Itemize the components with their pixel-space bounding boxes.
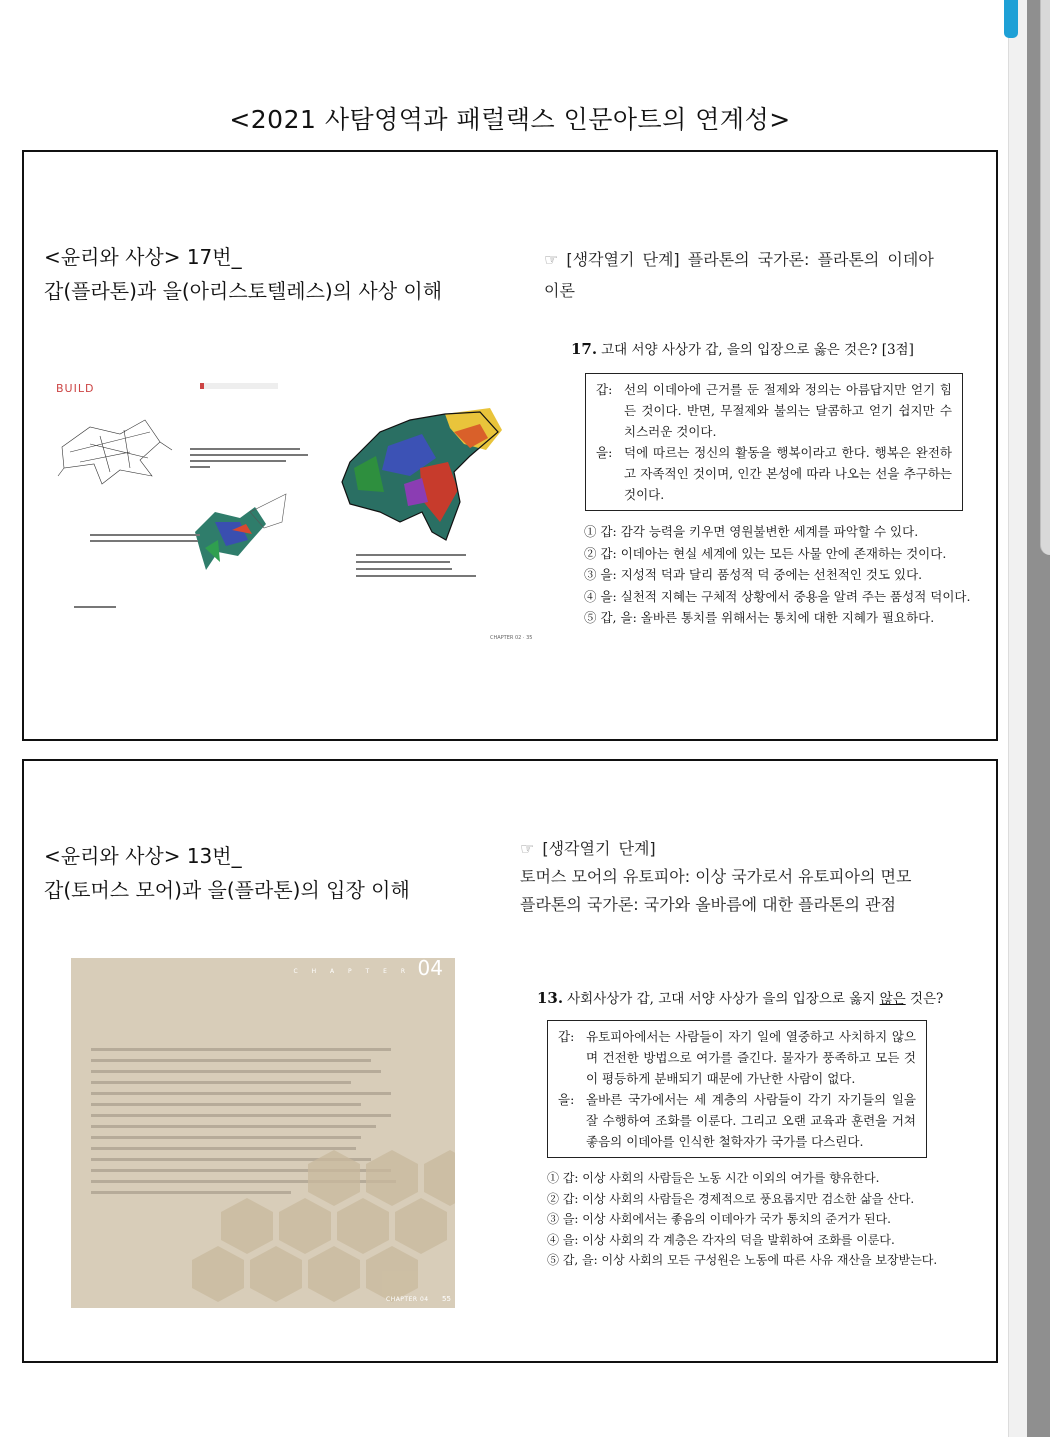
passage-row-gap: 갑: 선의 이데아에 근거를 둔 절제와 정의는 아름답지만 얻기 힘든 것이다. 반면, 무절제와 불의는 달콤하고 얻기 쉽지만 수치스러운 것이다. bbox=[596, 382, 952, 439]
document-title: <2021 사탐영역과 패럴랙스 인문아트의 연계성> bbox=[229, 105, 791, 134]
section-heading-line1: <윤리와 사상> 17번_ bbox=[44, 245, 242, 269]
question-stem: 13. 사회사상가 갑, 고대 서양 사상가 을의 입장으로 옳지 않은 것은? bbox=[537, 989, 944, 1007]
section-panel-13 bbox=[22, 759, 998, 1363]
answer-option-3[interactable]: ③ 을: 지성적 덕과 달리 품성적 덕 중에는 선천적인 것도 있다. bbox=[584, 567, 923, 582]
side-panel-tab[interactable] bbox=[1040, 0, 1050, 555]
note-line3: 플라톤의 국가론: 국가와 올바름에 대한 플라톤의 관점 bbox=[520, 895, 896, 914]
textbook-page-image bbox=[71, 958, 455, 1308]
passage-row-gap: 갑: 유토피아에서는 사람들이 자기 일에 열중하고 사치하지 않으며 건전한 방법으로 여가를 즐긴다. 물자가 풍족하고 모든 것이 평등하게 분배되기 때문에 가난한 사람이 없다. bbox=[558, 1029, 916, 1086]
answer-option-4[interactable]: ④ 을: 실천적 지혜는 구체적 상황에서 중용을 알려 주는 품성적 덕이다. bbox=[584, 588, 971, 604]
book-page-number: CHAPTER 02 · 35 bbox=[490, 635, 533, 641]
chapter-spaced-label: C H A P T E R bbox=[293, 968, 411, 975]
book-label: BUILD bbox=[56, 382, 95, 395]
note-line1: [생각열기 단계] 플라톤의 국가론: 플라톤의 이데아 bbox=[566, 250, 934, 269]
answer-option-5[interactable]: ⑤ 갑, 을: 올바른 통치를 위해서는 통치에 대한 지혜가 필요하다. bbox=[584, 610, 935, 625]
section-panel-17 bbox=[22, 150, 998, 741]
passage-box bbox=[547, 1020, 927, 1158]
scrollbar-gutter bbox=[1008, 0, 1027, 1437]
chapter-footer-page: 55 bbox=[442, 1295, 451, 1303]
thinking-note bbox=[520, 835, 994, 919]
answer-options bbox=[547, 1168, 947, 1271]
textbook-spread-image bbox=[50, 372, 540, 652]
answer-option-4[interactable]: ④ 을: 이상 사회의 각 계층은 각자의 덕을 발휘하여 조화를 이룬다. bbox=[547, 1232, 895, 1247]
note-line2: 토머스 모어의 유토피아: 이상 국가로서 유토피아의 면모 bbox=[520, 867, 912, 886]
answer-option-1[interactable]: ① 갑: 이상 사회의 사람들은 노동 시간 이외의 여가를 향유한다. bbox=[547, 1171, 880, 1185]
thinking-note bbox=[544, 244, 994, 306]
exam-question-17 bbox=[571, 340, 971, 629]
answer-option-5[interactable]: ⑤ 갑, 을: 이상 사회의 모든 구성원은 노동에 따른 사유 재산을 보장받는다. bbox=[547, 1253, 938, 1267]
question-number: 17. bbox=[571, 340, 598, 358]
passage-box bbox=[585, 373, 963, 511]
passage-row-eul: 을: 덕에 따르는 정신의 활동을 행복이라고 한다. 행복은 완전하고 자족적인 것이며, 인간 본성에 따라 나오는 선을 추구하는 것이다. bbox=[596, 445, 952, 502]
answer-option-3[interactable]: ③ 을: 이상 사회에서는 좋음의 이데아가 국가 통치의 준거가 된다. bbox=[547, 1212, 891, 1226]
section-heading-line1: <윤리와 사상> 13번_ bbox=[44, 844, 242, 868]
answer-option-2[interactable]: ② 갑: 이데아는 현실 세계에 있는 모든 사물 안에 존재하는 것이다. bbox=[584, 545, 947, 561]
answer-option-1[interactable]: ① 갑: 감각 능력을 키우면 영원불변한 세계를 파악할 수 있다. bbox=[584, 524, 919, 539]
chapter-number: 04 bbox=[417, 958, 443, 980]
scrollbar-thumb[interactable] bbox=[1004, 0, 1018, 38]
question-stem: 17. 고대 서양 사상가 갑, 을의 입장으로 옳은 것은? [3점] bbox=[571, 340, 914, 358]
section-heading bbox=[44, 839, 410, 907]
section-heading-line2: 갑(토머스 모어)과 을(플라톤)의 입장 이해 bbox=[44, 878, 410, 902]
pointing-hand-icon: ☞ bbox=[520, 839, 535, 858]
passage-row-eul: 을: 올바른 국가에서는 세 계층의 사람들이 각기 자기들의 일을 잘 수행하여 조화를 이룬다. 그리고 오랜 교육과 훈련을 거쳐 좋음의 이데아를 인식한 철학자가 국가를 다스린다. bbox=[558, 1092, 916, 1149]
chapter-footer-label: CHAPTER 04 bbox=[386, 1296, 429, 1303]
section-heading-line2: 갑(플라톤)과 을(아리스토텔레스)의 사상 이해 bbox=[44, 279, 443, 303]
hexagon-pattern bbox=[71, 958, 455, 1308]
pointing-hand-icon: ☞ bbox=[544, 250, 559, 269]
note-line1: [생각열기 단계] bbox=[542, 839, 656, 858]
section-heading bbox=[44, 240, 442, 308]
exam-question-13 bbox=[537, 989, 947, 1271]
answer-options bbox=[584, 521, 971, 629]
answer-option-2[interactable]: ② 갑: 이상 사회의 사람들은 경제적으로 풍요롭지만 검소한 삶을 산다. bbox=[547, 1191, 915, 1206]
parallax-art-illustration bbox=[50, 372, 540, 652]
note-line2: 이론 bbox=[544, 281, 575, 300]
question-number: 13. bbox=[537, 989, 564, 1007]
